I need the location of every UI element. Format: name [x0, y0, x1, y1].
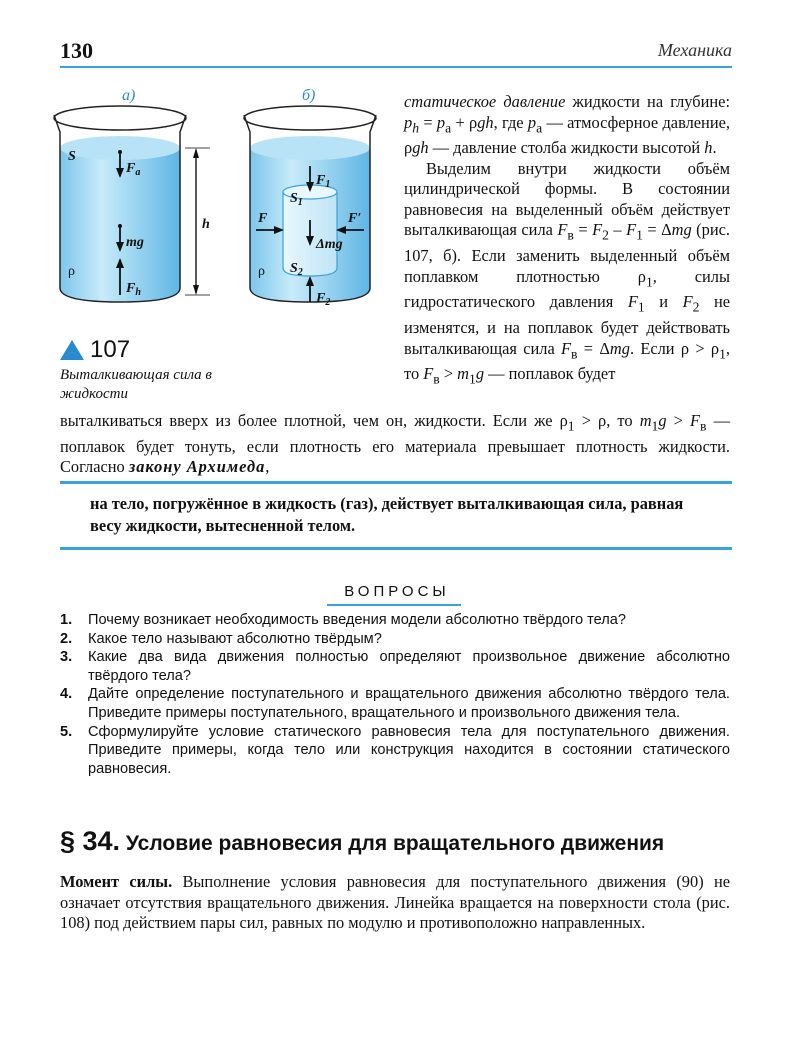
law-bottom-rule — [60, 547, 732, 550]
label-dmg: Δmg — [316, 237, 343, 252]
label-mg: mg — [126, 235, 144, 250]
label-rho-b: ρ — [258, 264, 265, 279]
running-head: Механика — [657, 40, 732, 60]
label-F2: F — [316, 291, 326, 306]
header-rule — [60, 66, 732, 68]
label-F: F — [258, 211, 268, 226]
triangle-icon — [60, 340, 84, 360]
label-b: б) — [302, 87, 316, 104]
label-a: а) — [122, 87, 136, 104]
label-h: h — [202, 217, 210, 232]
question-item: 2. Какое тело называют абсолютно твёрдым? — [60, 630, 382, 647]
section-34-body: Момент силы. Выполнение условия равновесия для поступательного движения (90) не означает отсутствия вращательного движения. Линейка вращается на поверхности стола (рис. 108) под действием пары сил, равных по модулю и противоположно направленных. — [60, 872, 730, 932]
question-item: 4. Дайте определение поступательного и вращательного движения абсолютно твёрдого тела. Приведите примеры поступательного, вращательного и произвольного движения тела. — [60, 686, 730, 721]
svg-text:F2: $F_2$ — [316, 291, 331, 308]
svg-text:S2: $S_2$ — [290, 261, 303, 278]
label-rho-a: ρ — [68, 264, 75, 279]
figure-107 — [40, 80, 400, 370]
section-34-heading: § 34. Условие равновесия для вращательного движения — [60, 826, 665, 856]
label-S: S — [68, 149, 76, 164]
figure-caption: Выталкивающая сила в жидкости — [60, 367, 212, 402]
law-top-rule — [60, 481, 732, 484]
label-S1: S — [290, 191, 298, 206]
svg-text:S1: $S_1$ — [290, 191, 303, 208]
figure-number: 107 — [60, 336, 130, 364]
label-Fa: F — [126, 161, 136, 176]
lead-term: Момент силы. — [60, 872, 173, 891]
page-number: 130 — [60, 38, 93, 63]
label-Fh: F — [126, 281, 136, 296]
archimedes-law: на тело, погружённое в жидкость (газ), действует выталкивающая сила, равная весу жидкости, вытесненной телом. — [90, 494, 684, 535]
questions-list — [60, 611, 730, 778]
svg-text:F1: $F_1$ — [316, 173, 331, 190]
question-item: 3. Какие два вида движения полностью определяют произвольное движение абсолютно твёрдого тела? — [60, 649, 730, 684]
right-column-text: статическое давление жидкости на глубине: $p_h = p_а + \rho gh$, где $p_а$ — атмосферное давление, ρgh — давление столба жидкости высотой h. Выделим внутри жидкости объём цилиндрической формы. В состоянии равновесия на выделенный объём действует выталкивающая сила $F_в = F_2 - F_1 = \Delta mg$ (рис. 107, б). Если заменить выделенный объём поплавком плотностью $\rho_1$, силы гидростатического давления $F_1$ и $F_2$ не изменятся, и на поплавок будет действовать выталкивающая сила $F_в = \Delta mg$. Если $\rho > \rho_1$, то $F_в > m_1g$ — поплавок будет — [404, 92, 731, 387]
continued-paragraph: выталкиваться вверх из более плотной, чем он, жидкости. Если же $\rho_1 > \rho$, то $m_1g > F_в$ — поплавок будет тонуть, если плотность его материала превышает плотность жидкости. Согласно закону Архимеда, — [60, 411, 730, 477]
question-item: 1. Почему возникает необходимость введения модели абсолютно твёрдого тела? — [60, 612, 627, 628]
label-S2: S — [290, 261, 298, 276]
questions-underline — [327, 604, 461, 606]
questions-title: ВОПРОСЫ — [344, 583, 450, 600]
svg-text:Fh: $F_h$ — [126, 281, 141, 298]
label-Fprime: F′ — [348, 211, 362, 226]
svg-text:Fа: $F_а$ — [126, 161, 141, 178]
question-item: 5. Сформулируйте условие статического равновесия тела для поступательного движения. Приведите примеры, когда тело или конструкция находится в состоянии статического равновесия. — [60, 723, 730, 777]
label-F1: F — [316, 173, 326, 188]
